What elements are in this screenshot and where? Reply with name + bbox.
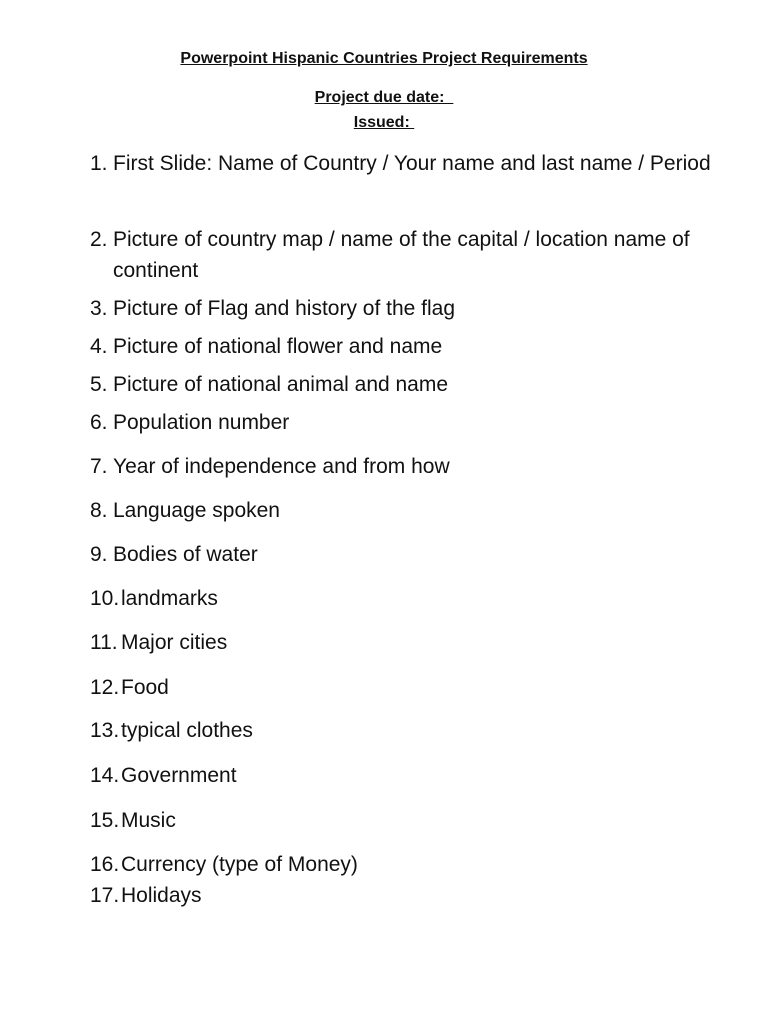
list-item-number: 7. [90, 455, 108, 478]
list-item-text: Food [121, 676, 169, 699]
list-item-number: 11. [90, 631, 118, 654]
list-item-number: 15. [90, 809, 120, 832]
list-item-text: landmarks [121, 587, 218, 610]
list-item-text: Government [121, 764, 237, 787]
list-item-text: Picture of national animal and name [113, 373, 449, 396]
list-item-text: Picture of country map / name of the capital / location name of continent [113, 228, 690, 282]
list-item-number: 1. [90, 152, 108, 175]
list-item-text: Major cities [121, 631, 228, 654]
list-item-number: 13. [90, 719, 120, 742]
document-title: Powerpoint Hispanic Countries Project Requirements [180, 50, 588, 67]
list-item-number: 14. [90, 764, 120, 787]
list-item-number: 9. [90, 543, 108, 566]
due-date-label: Project due date: [314, 89, 454, 106]
list-item-text: typical clothes [121, 719, 253, 742]
list-item-text: Currency (type of Money) [121, 853, 358, 876]
list-item-text: Music [121, 809, 176, 832]
list-item-text: Picture of national flower and name [113, 335, 443, 358]
list-item-text: Year of independence and from how [113, 455, 450, 478]
list-item-text: Language spoken [113, 499, 280, 522]
list-item-number: 5. [90, 373, 108, 396]
list-item-number: 2. [90, 228, 108, 251]
list-item-number: 16. [90, 853, 120, 876]
list-item-number: 12. [90, 676, 120, 699]
list-item-number: 6. [90, 411, 108, 434]
list-item-text: Picture of Flag and history of the flag [113, 297, 456, 320]
list-item-text: First Slide: Name of Country / Your name and last name / Period [113, 152, 711, 175]
list-item-text: Holidays [121, 884, 202, 907]
list-item-number: 17. [90, 884, 120, 907]
list-item-number: 8. [90, 499, 108, 522]
issued-label: Issued: [353, 114, 415, 131]
list-item-number: 10. [90, 587, 120, 610]
list-item-number: 4. [90, 335, 108, 358]
list-item-text: Bodies of water [113, 543, 258, 566]
list-item-number: 3. [90, 297, 108, 320]
list-item-text: Population number [113, 411, 290, 434]
